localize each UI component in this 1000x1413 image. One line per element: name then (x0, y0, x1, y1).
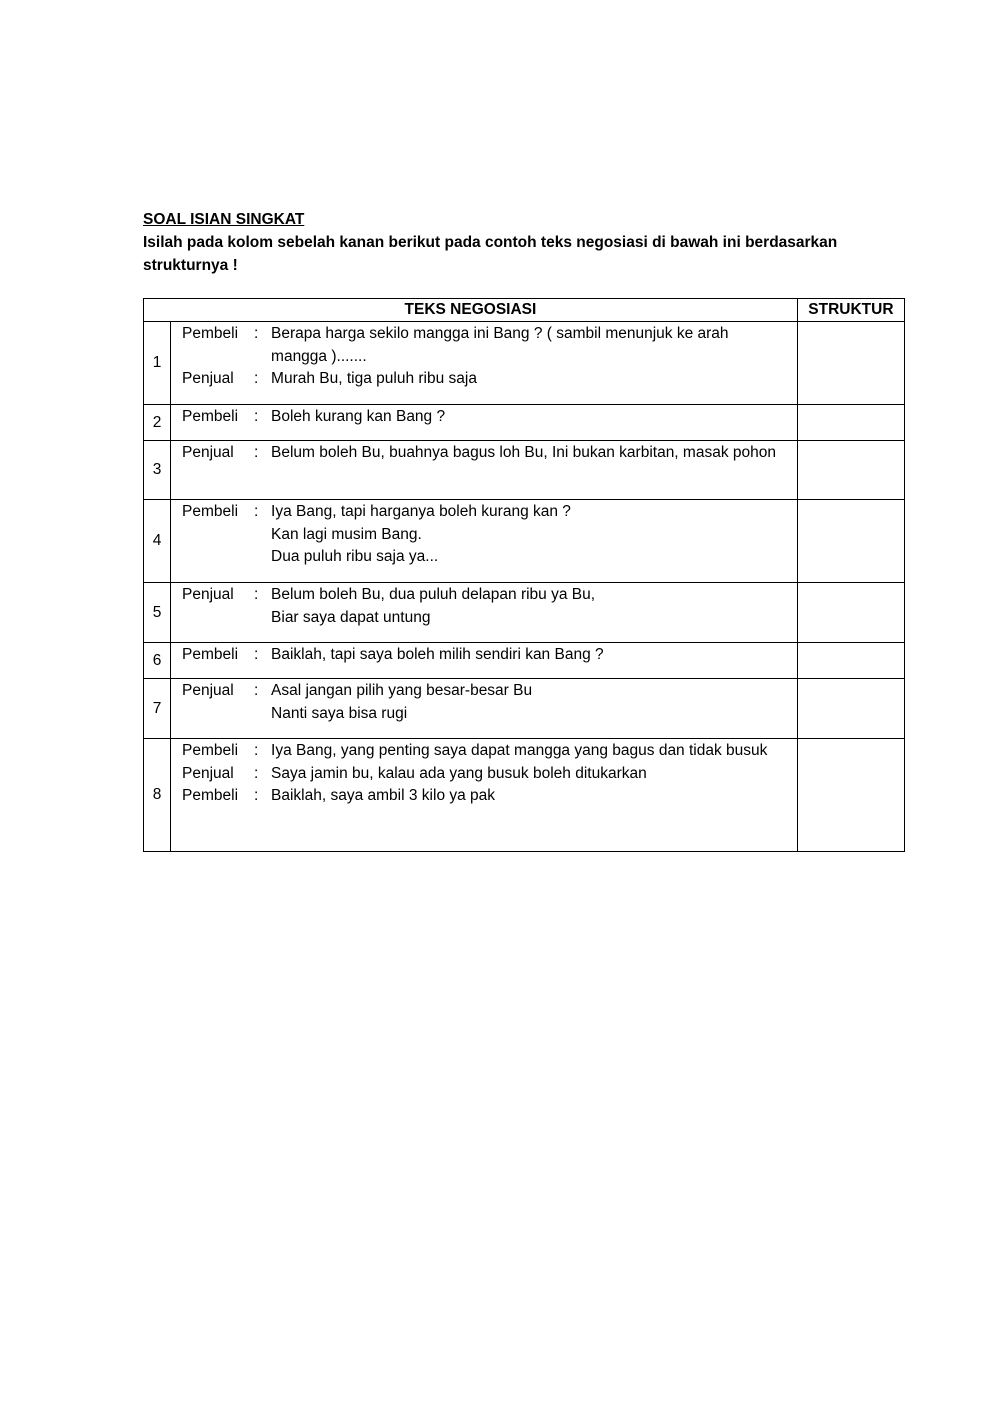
dialogue-cell (171, 405, 798, 441)
dialogue-text: Iya Bang, yang penting saya dapat mangga yang bagus dan tidak busuk (271, 742, 768, 759)
dialogue-line (171, 644, 797, 667)
speaker-colon: : (254, 764, 259, 782)
dialogue-continuation: Dua puluh ribu saja ya... (271, 548, 439, 565)
dialogue-line (171, 368, 797, 391)
dialogue-text: Murah Bu, tiga puluh ribu saja (271, 370, 477, 387)
speaker-colon: : (254, 586, 259, 603)
struktur-answer-cell[interactable] (797, 583, 904, 643)
speaker-label: Pembeli (182, 787, 239, 804)
dialogue-cell (171, 583, 798, 643)
speaker-colon: : (254, 646, 259, 663)
row-number: 6 (144, 643, 171, 679)
speaker-colon: : (254, 408, 259, 425)
speaker-label: Pembeli (182, 503, 239, 520)
dialogue-text: Asal jangan pilih yang besar-besar Bu (271, 682, 533, 699)
dialogue-line (171, 406, 797, 429)
speaker-colon: : (254, 325, 259, 342)
row-number: 4 (144, 500, 171, 583)
dialogue-line (171, 763, 797, 786)
row-number: 7 (144, 679, 171, 739)
speaker-label: Penjual (182, 370, 234, 387)
dialogue-line (171, 584, 797, 607)
table-row (144, 500, 905, 583)
dialogue-cell (171, 322, 798, 405)
negotiation-table (143, 298, 905, 852)
speaker-colon: : (254, 503, 259, 520)
table-row (144, 583, 905, 643)
struktur-answer-cell[interactable] (797, 739, 904, 852)
dialogue-line (171, 442, 797, 465)
dialogue-cell (171, 679, 798, 739)
speaker-colon: : (254, 787, 259, 804)
struktur-answer-cell[interactable] (797, 322, 904, 405)
row-number: 1 (144, 322, 171, 405)
dialogue-text: Baiklah, saya ambil 3 kilo ya pak (271, 787, 496, 804)
dialogue-text: Belum boleh Bu, dua puluh delapan ribu ya Bu, (271, 586, 596, 603)
dialogue-line (171, 785, 797, 808)
dialogue-continuation: Kan lagi musim Bang. (271, 525, 422, 543)
speaker-label: Pembeli (182, 742, 239, 759)
header-struktur: STRUKTUR (797, 299, 904, 322)
speaker-colon: : (254, 444, 259, 461)
struktur-answer-cell[interactable] (797, 679, 904, 739)
dialogue-line (171, 323, 797, 368)
page-title: SOAL ISIAN SINGKAT (143, 211, 305, 228)
speaker-label: Penjual (182, 764, 234, 782)
speaker-label: Pembeli (182, 646, 239, 663)
struktur-answer-cell[interactable] (797, 441, 904, 500)
speaker-colon: : (254, 682, 259, 699)
dialogue-text: Berapa harga sekilo mangga ini Bang ? ( sambil menunjuk ke arah mangga )....... (271, 325, 729, 365)
dialogue-text: Boleh kurang kan Bang ? (271, 408, 446, 425)
struktur-answer-cell[interactable] (797, 405, 904, 441)
row-number: 3 (144, 441, 171, 500)
dialogue-cell (171, 739, 798, 852)
table-header-row (144, 299, 905, 322)
table-row (144, 441, 905, 500)
speaker-label: Penjual (182, 586, 234, 603)
table-body (144, 322, 905, 852)
table-row (144, 322, 905, 405)
speaker-label: Pembeli (182, 325, 239, 342)
dialogue-line (171, 740, 797, 763)
row-number: 8 (144, 739, 171, 852)
struktur-answer-cell[interactable] (797, 643, 904, 679)
dialogue-line (171, 680, 797, 703)
dialogue-continuation: Nanti saya bisa rugi (271, 704, 408, 722)
dialogue-text: Belum boleh Bu, buahnya bagus loh Bu, Ini bukan karbitan, masak pohon (271, 444, 776, 461)
table-row (144, 405, 905, 441)
speaker-colon: : (254, 742, 259, 759)
table-row (144, 739, 905, 852)
worksheet-heading (143, 208, 903, 277)
speaker-colon: : (254, 370, 259, 387)
speaker-label: Penjual (182, 682, 234, 699)
dialogue-cell (171, 643, 798, 679)
dialogue-text: Saya jamin bu, kalau ada yang busuk boleh ditukarkan (271, 764, 647, 782)
instruction-text: Isilah pada kolom sebelah kanan berikut pada contoh teks negosiasi di bawah ini berdasarkan strukturnya ! (143, 234, 838, 274)
dialogue-continuation: Biar saya dapat untung (271, 608, 431, 626)
row-number: 5 (144, 583, 171, 643)
table-row (144, 643, 905, 679)
dialogue-line (171, 501, 797, 524)
speaker-label: Pembeli (182, 408, 239, 425)
row-number: 2 (144, 405, 171, 441)
struktur-answer-cell[interactable] (797, 500, 904, 583)
dialogue-cell (171, 500, 798, 583)
dialogue-text: Iya Bang, tapi harganya boleh kurang kan ? (271, 503, 571, 520)
dialogue-cell (171, 441, 798, 500)
table-row (144, 679, 905, 739)
header-teks-negosiasi: TEKS NEGOSIASI (144, 299, 798, 322)
dialogue-text: Baiklah, tapi saya boleh milih sendiri kan Bang ? (271, 646, 604, 663)
speaker-label: Penjual (182, 444, 234, 461)
